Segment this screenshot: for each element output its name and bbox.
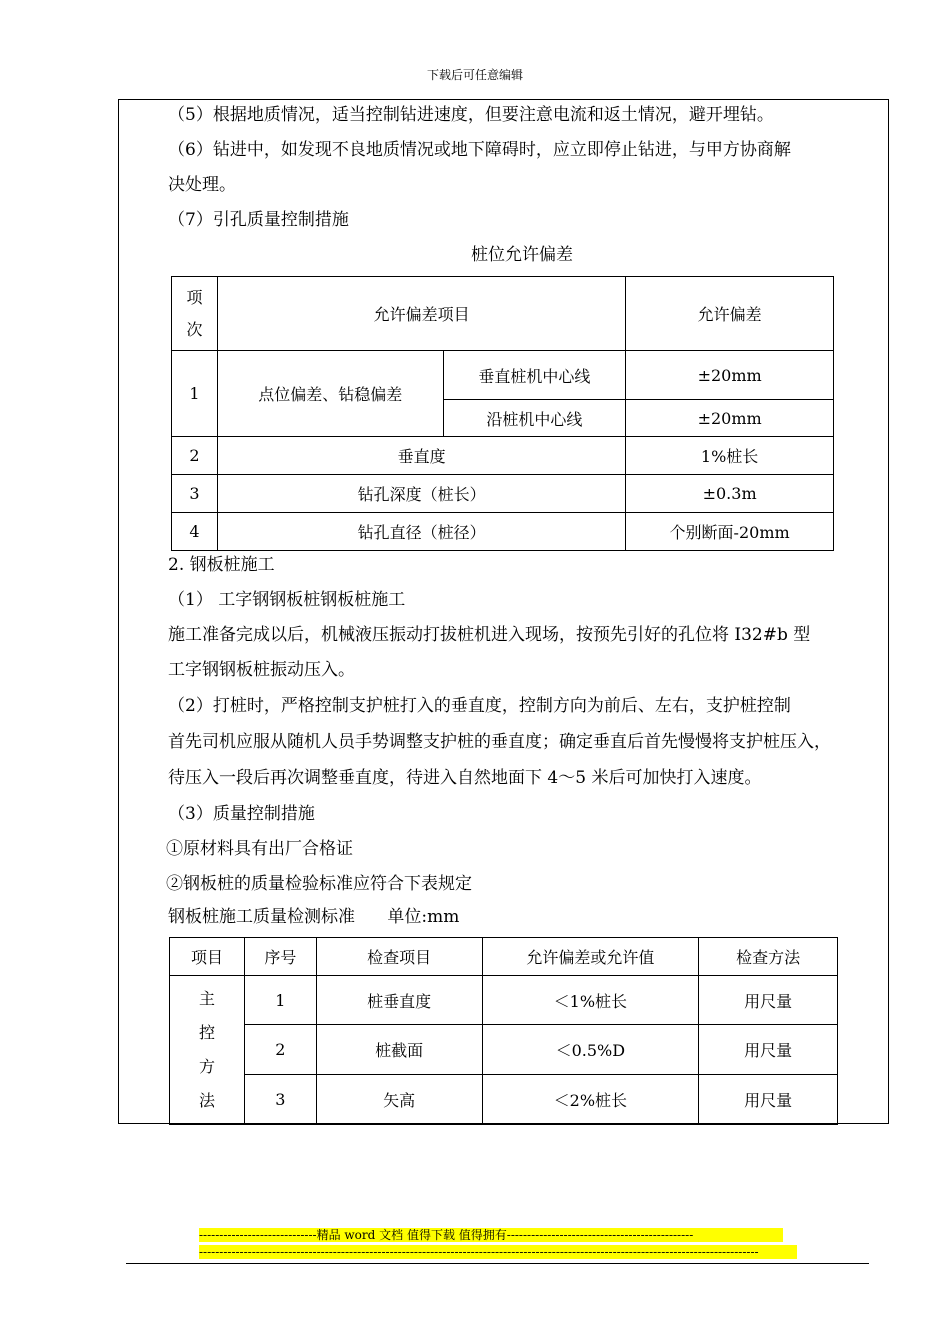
footer-rule — [126, 1263, 869, 1264]
table2-row2-check-item: 桩截面 — [316, 1025, 482, 1075]
table1-row2-tolerance: 1%桩长 — [626, 437, 834, 475]
pile-tolerance-table — [171, 276, 834, 551]
table1-header-tolerance: 允许偏差 — [626, 277, 834, 351]
table-row — [172, 513, 834, 551]
header-note: 下载后可任意编辑 — [426, 68, 523, 82]
table-row — [170, 976, 838, 1025]
table1-row3-item: 钻孔深度（桩长） — [217, 475, 625, 513]
table1-row4-no: 4 — [172, 513, 218, 551]
table2-row2-tolerance: ＜0.5%D — [482, 1025, 699, 1075]
table1-row2-no: 2 — [172, 437, 218, 475]
table2-row1-tolerance: ＜1%桩长 — [482, 976, 699, 1025]
table2-row3-tolerance: ＜2%桩长 — [482, 1075, 699, 1125]
paragraph-7: （7）引孔质量控制措施 — [168, 210, 349, 230]
section-2-p2-line1: （2）打桩时，严格控制支护桩打入的垂直度，控制方向为前后、左右，支护桩控制 — [168, 696, 791, 716]
table2-row1-check-item: 桩垂直度 — [316, 976, 482, 1025]
table1-row3-tolerance: ±0.3m — [626, 475, 834, 513]
list-item-1: ①原材料具有出厂合格证 — [166, 839, 353, 859]
table2-header-seq: 序号 — [244, 938, 316, 976]
table1-row1-no: 1 — [172, 351, 218, 437]
footer-banner-line2: ------------------------------------------------------------------------------------------------------------------------------------------ — [199, 1245, 797, 1259]
paragraph-6-line1: （6）钻进中，如发现不良地质情况或地下障碍时，应立即停止钻进，与甲方协商解 — [168, 140, 791, 160]
table2-row1-method: 用尺量 — [699, 976, 838, 1025]
table2-caption: 钢板桩施工质量检测标准 单位:mm — [168, 907, 460, 927]
table1-row4-tolerance: 个别断面-20mm — [626, 513, 834, 551]
table2-row3-seq: 3 — [244, 1075, 316, 1125]
table2-header-row — [170, 938, 838, 976]
table-row — [172, 351, 834, 400]
table-row — [172, 437, 834, 475]
table2-row2-method: 用尺量 — [699, 1025, 838, 1075]
footer-banner-line1: -----------------------------精品 word 文档 值得下载 值得拥有---------------------------------------------- — [199, 1228, 783, 1242]
table1-caption: 桩位允许偏差 — [471, 245, 573, 265]
table1-header-item: 允许偏差项目 — [217, 277, 625, 351]
table2-header-project: 项目 — [170, 938, 245, 976]
section-2-p1-heading: （1） 工字钢钢板桩钢板桩施工 — [168, 590, 406, 610]
table1-row1-sub-a: 垂直桩机中心线 — [443, 351, 626, 400]
section-2-p1-line1: 施工准备完成以后，机械液压振动打拔桩机进入现场，按预先引好的孔位将 I32#b 型 — [168, 625, 811, 645]
table2-header-method: 检查方法 — [699, 938, 838, 976]
table2-group-label: 主 控 方 法 — [170, 976, 245, 1125]
table-row — [170, 1025, 838, 1075]
section-2-p1-line2: 工字钢钢板桩振动压入。 — [168, 660, 355, 680]
table2-row3-check-item: 矢高 — [316, 1075, 482, 1125]
section-2-p2-line3: 待压入一段后再次调整垂直度，待进入自然地面下 4～5 米后可加快打入速度。 — [168, 768, 762, 788]
table2-header-tolerance: 允许偏差或允许值 — [482, 938, 699, 976]
paragraph-6-line2: 决处理。 — [168, 175, 236, 195]
table2-header-check-item: 检查项目 — [316, 938, 482, 976]
section-2-p2-line2: 首先司机应服从随机人员手势调整支护桩的垂直度；确定垂直后首先慢慢将支护桩压入， — [168, 732, 831, 752]
table1-row2-item: 垂直度 — [217, 437, 625, 475]
list-item-2: ②钢板桩的质量检验标准应符合下表规定 — [166, 874, 472, 894]
table1-row1-sub-b: 沿桩机中心线 — [443, 400, 626, 437]
table1-row3-no: 3 — [172, 475, 218, 513]
table1-header-row — [172, 277, 834, 351]
table2-row2-seq: 2 — [244, 1025, 316, 1075]
steel-pile-quality-table — [169, 937, 838, 1125]
table2-row1-seq: 1 — [244, 976, 316, 1025]
table-row — [172, 475, 834, 513]
table1-row1-item: 点位偏差、钻稳偏差 — [217, 351, 443, 437]
table1-row4-item: 钻孔直径（桩径） — [217, 513, 625, 551]
section-2-heading: 2. 钢板桩施工 — [168, 555, 275, 575]
table1-row1-tol-a: ±20mm — [626, 351, 834, 400]
table1-header-no: 项 次 — [172, 277, 218, 351]
section-2-p3-heading: （3）质量控制措施 — [168, 804, 315, 824]
table-row — [170, 1075, 838, 1125]
paragraph-5: （5）根据地质情况，适当控制钻进速度，但要注意电流和返土情况，避开埋钻。 — [168, 105, 774, 125]
table1-row1-tol-b: ±20mm — [626, 400, 834, 437]
table2-row3-method: 用尺量 — [699, 1075, 838, 1125]
